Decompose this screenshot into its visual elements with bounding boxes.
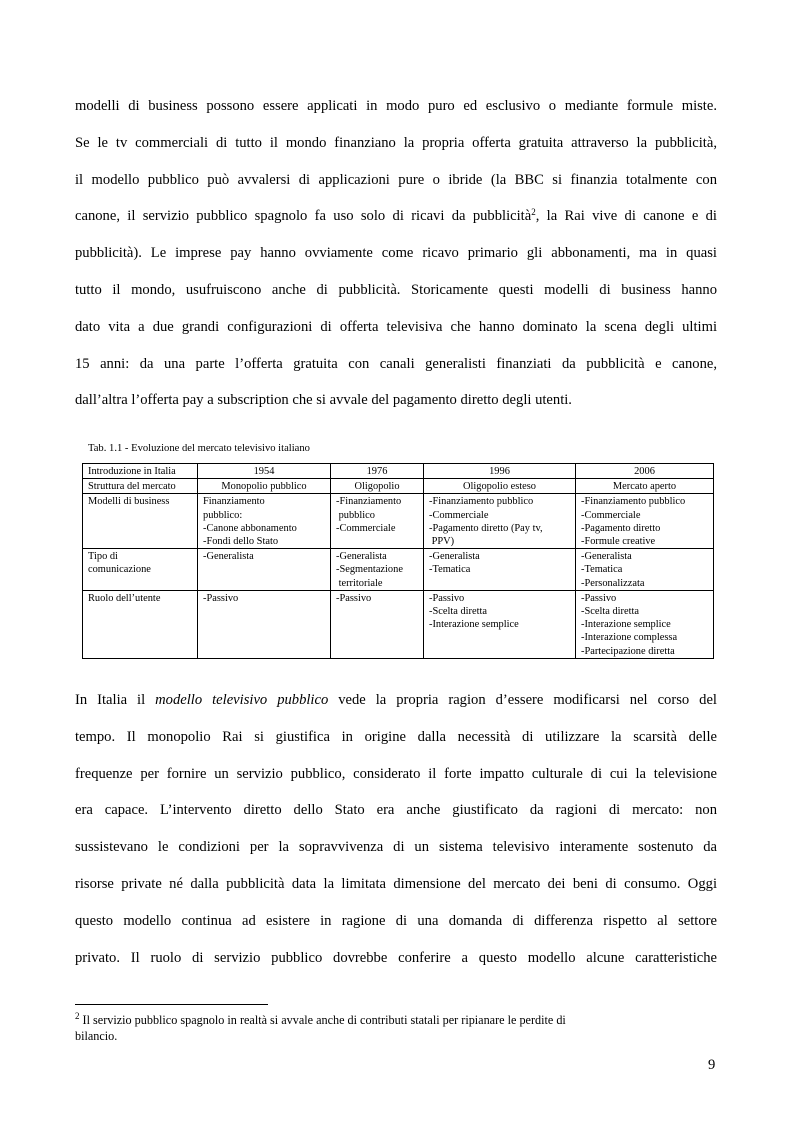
table-header-cell: 1954 [198,464,331,479]
text-line: Se le tv commerciali di tutto il mondo finanziano la propria offerta gratuita attraverso la pubblicità, [75,134,717,151]
table-cell: -Passivo -Scelta diretta -Interazione semplice -Interazione complessa -Partecipazione diretta [576,590,714,658]
text-line: questo modello continua ad esistere in ragione di una domanda di differenza rispetto al settore [75,912,717,929]
table-cell: -Finanziamento pubblico -Commerciale -Pagamento diretto (Pay tv, PPV) [424,494,576,549]
table-cell: -Generalista -Tematica -Personalizzata [576,549,714,591]
paragraph-2 [75,682,717,976]
row-label: Tipo di comunicazione [83,549,198,591]
table-header-cell: 1976 [331,464,424,479]
table-cell: -Passivo [331,590,424,658]
row-label: Struttura del mercato [83,479,198,494]
table-caption: Tab. 1.1 - Evoluzione del mercato televisivo italiano [88,443,310,454]
text-line: canone, il servizio pubblico spagnolo fa uso solo di ricavi da pubblicità$^2$, la Rai vive di canone e di [75,207,717,225]
text-line: dall’altra l’offerta pay a subscription che si avvale del pagamento diretto degli utenti. [75,392,572,409]
text-line: dato vita a due grandi configurazioni di offerta televisiva che hanno dominato la scena degli ultimi [75,318,717,335]
table-cell: Monopolio pubblico [198,479,331,494]
text-line: il modello pubblico può avvalersi di applicazioni pure o ibride (la BBC si finanzia totalmente con [75,171,717,188]
table-cell: -Generalista -Tematica [424,549,576,591]
table-header-cell: 2006 [576,464,714,479]
table-cell: -Generalista [198,549,331,591]
footnote-number: 2 [75,1011,80,1021]
table-header-cell: Introduzione in Italia [83,464,198,479]
table-header-row [83,464,714,479]
row-label: Modelli di business [83,494,198,549]
table-cell: -Passivo -Scelta diretta -Interazione semplice [424,590,576,658]
paragraph-1 [75,88,717,419]
text-line: 15 anni: da una parte l’offerta gratuita con canali generalisti finanziati da pubblicità e canone, [75,355,717,372]
text-line: In Italia il modello televisivo pubblico vede la propria ragion d’essere modificarsi nel corso del [75,692,717,708]
table-cell: Finanziamento pubblico: -Canone abbonamento -Fondi dello Stato [198,494,331,549]
footnote-reference[interactable]: 2 [531,207,536,218]
table-row [83,590,714,658]
table-row [83,549,714,591]
footnote: $^2$ Il servizio pubblico spagnolo in realtà si avvale anche di contributi statali per ripianare le perdite di bilancio. [75,1011,566,1043]
text-line: sussistevano le condizioni per la sopravvivenza di un sistema televisivo interamente sostenuto da [75,839,717,856]
table-cell: -Finanziamento pubblico -Commerciale -Pagamento diretto -Formule creative [576,494,714,549]
row-label: Ruolo dell’utente [83,590,198,658]
text-line: risorse private né dalla pubblicità data la limitata dimensione del mercato dei beni di consumo. Oggi [75,875,717,892]
emphasis: modello televisivo pubblico [155,692,329,708]
table-cell: -Passivo [198,590,331,658]
table-cell: Mercato aperto [576,479,714,494]
table-cell: Oligopolio [331,479,424,494]
page-number: 9 [708,1057,716,1073]
footnote-separator [75,1004,268,1005]
table-cell: -Finanziamento pubblico -Commerciale [331,494,424,549]
market-evolution-table [82,463,714,659]
text-line: privato. Il ruolo di servizio pubblico dovrebbe conferire a questo modello alcune caratteristiche [75,949,717,966]
text-line: pubblicità). Le imprese pay hanno ovviamente come ricavo primario gli abbonamenti, ma in quasi [75,245,717,262]
text-line: tempo. Il monopolio Rai si giustifica in origine dalla necessità di utilizzare la scarsità delle [75,728,717,745]
text-line: tutto il mondo, usufruiscono anche di pubblicità. Storicamente questi modelli di business hanno [75,281,717,298]
table-cell: Oligopolio esteso [424,479,576,494]
text-line: era capace. L’intervento diretto dello Stato era anche giustificato da ragioni di mercato: non [75,802,717,819]
table-row [83,494,714,549]
text-line: modelli di business possono essere applicati in modo puro ed esclusivo o mediante formule miste. [75,98,717,114]
text-line: frequenze per fornire un servizio pubblico, considerato il forte impatto culturale di cui la televisione [75,765,717,782]
table-header-cell: 1996 [424,464,576,479]
table-row [83,479,714,494]
table-cell: -Generalista -Segmentazione territoriale [331,549,424,591]
